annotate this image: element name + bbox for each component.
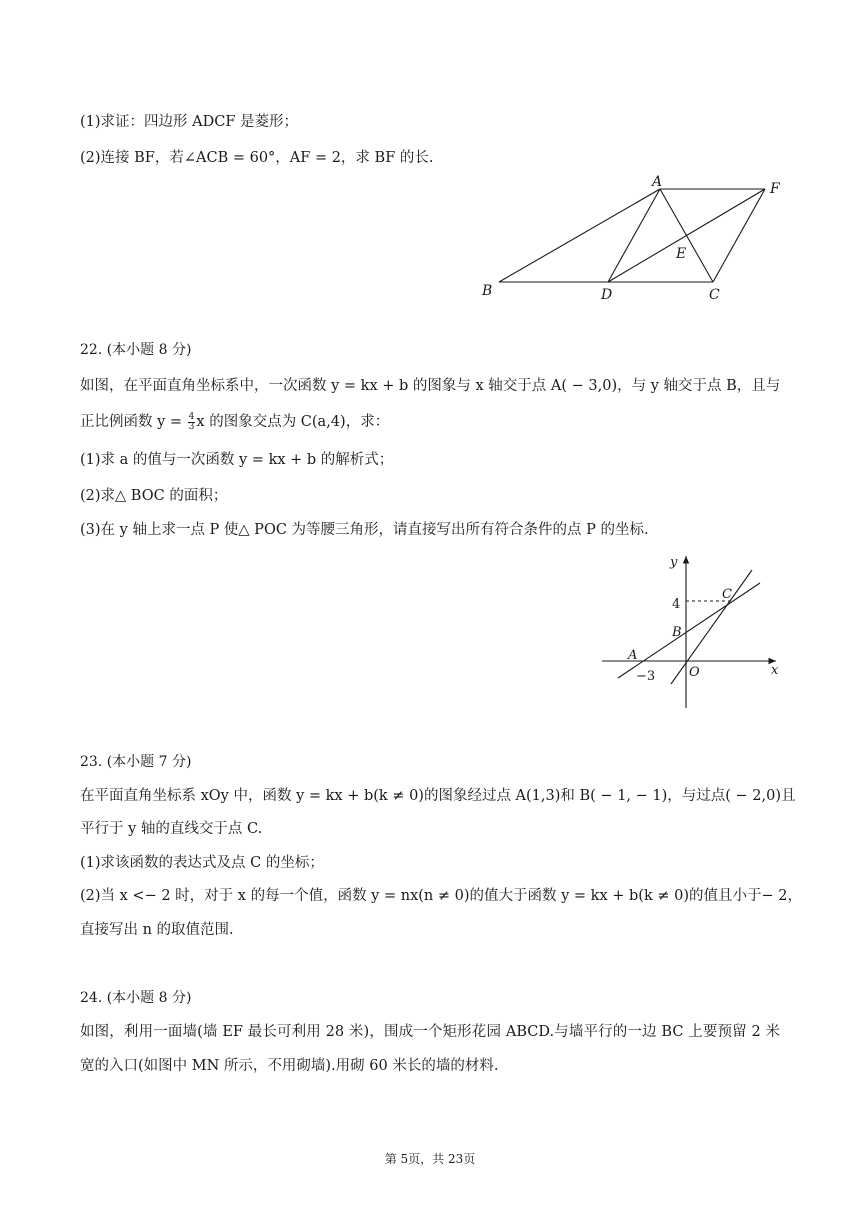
label-A: A (652, 174, 663, 190)
point-A-label: A (628, 648, 638, 663)
q23-part2-line1: (2)当 x <− 2 时，对于 x 的每一个值，函数 y = nx(n ≠ 0)的值大于函数 y = kx + b(k ≠ 0)的值且小于− 2， (80, 888, 802, 904)
point-B-label: B (672, 625, 682, 640)
fraction-numerator: 4 (188, 411, 195, 422)
q22-part3: (3)在 y 轴上求一点 P 使△ POC 为等腰三角形，请直接写出所有符合条件的点 P 的坐标. (80, 522, 649, 538)
q24-stem-line2: 宽的入口(如图中 MN 所示，不用砌墙).用砌 60 米长的墙的材料. (80, 1058, 499, 1074)
axis-y-label: y (670, 555, 678, 570)
tick-minus3-label: −3 (636, 669, 656, 684)
q22-stem-line1: 如图，在平面直角坐标系中，一次函数 y = kx + b 的图象与 x 轴交于点 A( − 3,0)，与 y 轴交于点 B，且与 (80, 378, 781, 394)
page-footer: 第 5页，共 23页 (384, 1152, 476, 1166)
q22-stem-line2 (80, 412, 780, 432)
point-C-label: C (722, 587, 732, 602)
q24-stem-line1: 如图，利用一面墙(墙 EF 最长可利用 28 米)，围成一个矩形花园 ABCD.与墙平行的一边 BC 上要预留 2 米 (80, 1024, 780, 1040)
q22-stem-line2-post: x 的图象交点为 C(a,4)，求： (196, 414, 390, 430)
q22-stem-line2-pre: 正比例函数 y = (80, 414, 187, 430)
q22-part2: (2)求△ BOC 的面积； (80, 488, 228, 504)
coordinate-figure (598, 548, 788, 713)
rhombus-figure (470, 172, 790, 307)
q21-part2: (2)连接 BF，若∠ACB = 60°，AF = 2，求 BF 的长. (80, 150, 434, 166)
label-E: E (676, 246, 687, 262)
label-B: B (482, 283, 493, 299)
label-D: D (601, 287, 613, 303)
q22-part1: (1)求 a 的值与一次函数 y = kx + b 的解析式； (80, 452, 394, 468)
q21-part1: (1)求证：四边形 ADCF 是菱形； (80, 114, 299, 130)
axis-x-label: x (771, 663, 779, 678)
fraction-denominator: 3 (188, 421, 195, 432)
q24-header: 24. (本小题 8 分) (80, 990, 192, 1006)
q23-part2-line2: 直接写出 n 的取值范围. (80, 922, 234, 938)
q23-part1: (1)求该函数的表达式及点 C 的坐标； (80, 855, 324, 871)
tick-4-label: 4 (672, 597, 681, 612)
q23-header: 23. (本小题 7 分) (80, 754, 192, 770)
q23-stem-line2: 平行于 y 轴的直线交于点 C. (80, 821, 263, 837)
origin-O-label: O (689, 665, 700, 680)
label-F: F (770, 181, 780, 197)
fraction-4-3 (188, 413, 196, 432)
q23-stem-line1: 在平面直角坐标系 xOy 中，函数 y = kx + b(k ≠ 0)的图象经过点 A(1,3)和 B( − 1, − 1)，与过点( − 2,0)且 (80, 788, 796, 804)
label-C: C (709, 287, 720, 303)
q22-header: 22. (本小题 8 分) (80, 342, 192, 358)
